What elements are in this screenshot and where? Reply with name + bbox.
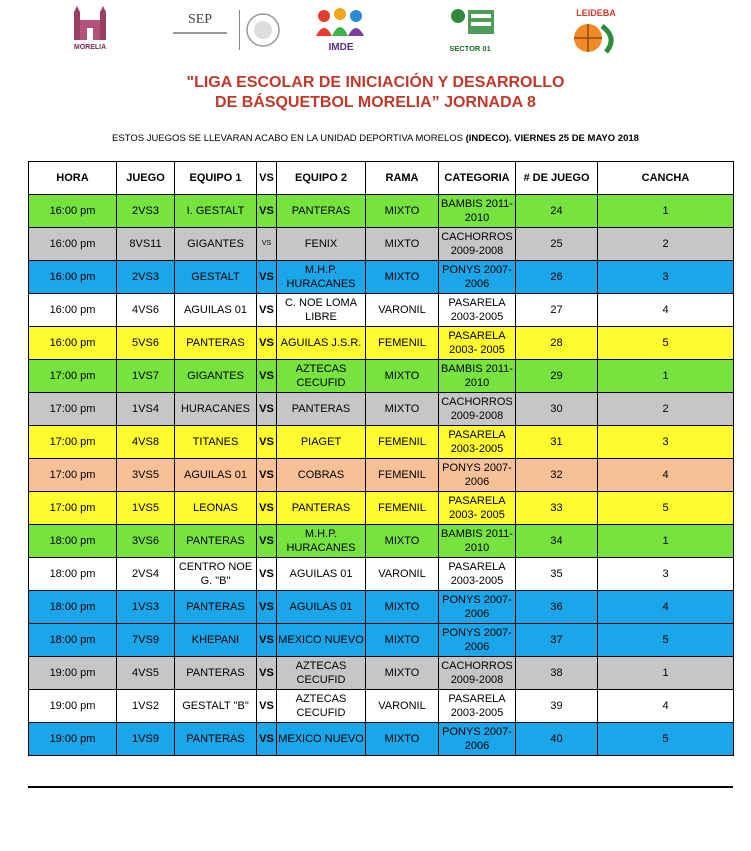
cell-equipo2: AGUILAS 01 <box>277 591 366 624</box>
cell-juego: 4VS6 <box>117 294 175 327</box>
imde-caption: IMDE <box>328 42 354 53</box>
basketball-icon <box>566 20 626 54</box>
table-row <box>29 657 734 690</box>
sector-caption: SECTOR 01 <box>449 44 491 53</box>
sep-text: SEP <box>187 12 213 27</box>
cell-hora: 18:00 pm <box>29 525 117 558</box>
cell-vs: VS <box>257 426 277 459</box>
cell-hora: 18:00 pm <box>29 591 117 624</box>
cell-cancha: 2 <box>598 393 734 426</box>
logo-bar <box>0 6 751 58</box>
cell-hora: 16:00 pm <box>29 195 117 228</box>
cell-juego: 1VS3 <box>117 591 175 624</box>
cell-hora: 16:00 pm <box>29 261 117 294</box>
cell-cancha: 2 <box>598 228 734 261</box>
leideba-caption: LEIDEBA <box>576 8 616 18</box>
cell-categoria: PASARELA 2003- 2005 <box>439 492 516 525</box>
cell-equipo1: KHEPANI <box>175 624 257 657</box>
cell-rama: FEMENIL <box>366 327 439 360</box>
table-row <box>29 261 734 294</box>
cell-hora: 16:00 pm <box>29 228 117 261</box>
table-row <box>29 690 734 723</box>
mexico-seal-icon <box>245 10 281 50</box>
cell-equipo2: MEXICO NUEVO <box>277 723 366 756</box>
cell-juego: 5VS6 <box>117 327 175 360</box>
cell-categoria: PASARELA 2003-2005 <box>439 294 516 327</box>
table-row <box>29 591 734 624</box>
cell-cancha: 4 <box>598 294 734 327</box>
table-row <box>29 558 734 591</box>
cell-num-juego: 31 <box>516 426 598 459</box>
cell-juego: 1VS7 <box>117 360 175 393</box>
cell-equipo1: I. GESTALT <box>175 195 257 228</box>
cell-hora: 17:00 pm <box>29 360 117 393</box>
cell-rama: MIXTO <box>366 657 439 690</box>
cell-juego: 8VS11 <box>117 228 175 261</box>
cell-equipo2: COBRAS <box>277 459 366 492</box>
table-row <box>29 492 734 525</box>
cell-rama: MIXTO <box>366 393 439 426</box>
table-body <box>29 195 734 756</box>
table-row <box>29 525 734 558</box>
cell-hora: 17:00 pm <box>29 426 117 459</box>
imde-figures-icon <box>310 6 372 44</box>
cell-equipo1: PANTERAS <box>175 591 257 624</box>
header-equipo1: EQUIPO 1 <box>175 162 257 195</box>
cell-hora: 19:00 pm <box>29 690 117 723</box>
cell-equipo1: AGUILAS 01 <box>175 294 257 327</box>
cell-juego: 3VS6 <box>117 525 175 558</box>
cell-rama: FEMENIL <box>366 459 439 492</box>
cell-vs: VS <box>257 393 277 426</box>
cell-equipo1: HURACANES <box>175 393 257 426</box>
cell-vs: VS <box>257 591 277 624</box>
header-cancha: CANCHA <box>598 162 734 195</box>
cell-cancha: 4 <box>598 591 734 624</box>
cell-cancha: 5 <box>598 624 734 657</box>
cell-cancha: 3 <box>598 426 734 459</box>
cell-equipo1: TITANES <box>175 426 257 459</box>
cell-categoria: PONYS 2007-2006 <box>439 591 516 624</box>
cell-categoria: PASARELA 2003- 2005 <box>439 327 516 360</box>
header-rama: RAMA <box>366 162 439 195</box>
cell-hora: 16:00 pm <box>29 294 117 327</box>
cell-rama: MIXTO <box>366 591 439 624</box>
cell-rama: VARONIL <box>366 558 439 591</box>
cell-vs: VS <box>257 459 277 492</box>
cell-equipo2: AZTECAS CECUFID <box>277 657 366 690</box>
cell-juego: 1VS2 <box>117 690 175 723</box>
cell-categoria: CACHORROS 2009-2008 <box>439 657 516 690</box>
cell-equipo1: PANTERAS <box>175 723 257 756</box>
cell-equipo1: PANTERAS <box>175 525 257 558</box>
cell-num-juego: 33 <box>516 492 598 525</box>
cell-equipo1: PANTERAS <box>175 657 257 690</box>
table-row <box>29 426 734 459</box>
cell-vs: VS <box>257 228 277 261</box>
cell-equipo1: AGUILAS 01 <box>175 459 257 492</box>
cell-rama: FEMENIL <box>366 492 439 525</box>
cell-cancha: 1 <box>598 360 734 393</box>
cell-equipo2: C. NOE LOMA LIBRE <box>277 294 366 327</box>
sep-divider <box>173 32 227 34</box>
schedule-table <box>28 161 734 756</box>
cell-categoria: BAMBIS 2011-2010 <box>439 360 516 393</box>
cell-hora: 19:00 pm <box>29 723 117 756</box>
cell-vs: VS <box>257 360 277 393</box>
cell-vs: VS <box>257 525 277 558</box>
subtitle-text: ESTOS JUEGOS SE LLEVARAN ACABO EN LA UNIDAD DEPORTIVA MORELOS <box>112 133 466 144</box>
cell-equipo1: PANTERAS <box>175 327 257 360</box>
cell-cancha: 5 <box>598 492 734 525</box>
cell-vs: VS <box>257 261 277 294</box>
cell-vs: VS <box>257 558 277 591</box>
header-vs: VS <box>257 162 277 195</box>
cell-num-juego: 38 <box>516 657 598 690</box>
cell-categoria: CACHORROS 2009-2008 <box>439 228 516 261</box>
cell-hora: 16:00 pm <box>29 327 117 360</box>
bottom-divider <box>28 786 733 788</box>
morelia-logo <box>60 6 120 58</box>
cell-vs: VS <box>257 723 277 756</box>
cell-equipo1: CENTRO NOE G. "B" <box>175 558 257 591</box>
cell-num-juego: 32 <box>516 459 598 492</box>
table-row <box>29 624 734 657</box>
header-equipo2: EQUIPO 2 <box>277 162 366 195</box>
venue-subtitle <box>0 133 751 144</box>
cell-rama: MIXTO <box>366 624 439 657</box>
cell-equipo1: GIGANTES <box>175 360 257 393</box>
cell-num-juego: 30 <box>516 393 598 426</box>
cell-cancha: 4 <box>598 459 734 492</box>
cell-num-juego: 27 <box>516 294 598 327</box>
title-line-2: DE BÁSQUETBOL MORELIA” JORNADA 8 <box>215 94 536 111</box>
cell-categoria: PASARELA 2003-2005 <box>439 426 516 459</box>
sector-logo <box>440 6 500 58</box>
cell-juego: 4VS5 <box>117 657 175 690</box>
table-row <box>29 294 734 327</box>
table-row <box>29 393 734 426</box>
table-row <box>29 459 734 492</box>
cell-categoria: PONYS 2007-2006 <box>439 624 516 657</box>
cell-equipo2: AZTECAS CECUFID <box>277 360 366 393</box>
cell-juego: 1VS9 <box>117 723 175 756</box>
cell-equipo2: PANTERAS <box>277 393 366 426</box>
header-juego: JUEGO <box>117 162 175 195</box>
cell-rama: MIXTO <box>366 360 439 393</box>
cell-categoria: PASARELA 2003-2005 <box>439 558 516 591</box>
cell-categoria: PONYS 2007-2006 <box>439 261 516 294</box>
cell-equipo2: MEXICO NUEVO <box>277 624 366 657</box>
cell-num-juego: 29 <box>516 360 598 393</box>
subtitle-date: (INDECO). VIERNES 25 DE MAYO 2018 <box>465 133 639 144</box>
cell-juego: 1VS5 <box>117 492 175 525</box>
cell-categoria: BAMBIS 2011-2010 <box>439 195 516 228</box>
cell-equipo2: PIAGET <box>277 426 366 459</box>
cell-equipo2: FENIX <box>277 228 366 261</box>
cell-vs: VS <box>257 492 277 525</box>
cell-hora: 17:00 pm <box>29 393 117 426</box>
cell-cancha: 1 <box>598 195 734 228</box>
cell-rama: MIXTO <box>366 525 439 558</box>
cell-equipo1: LEONAS <box>175 492 257 525</box>
page-title <box>0 73 751 113</box>
header-num-juego: # DE JUEGO <box>516 162 598 195</box>
cell-num-juego: 36 <box>516 591 598 624</box>
table-row <box>29 360 734 393</box>
cell-hora: 18:00 pm <box>29 624 117 657</box>
morelia-cathedral-icon <box>60 6 120 46</box>
cell-equipo2: AGUILAS J.S.R. <box>277 327 366 360</box>
table-row <box>29 195 734 228</box>
cell-num-juego: 28 <box>516 327 598 360</box>
cell-hora: 17:00 pm <box>29 492 117 525</box>
cell-vs: VS <box>257 690 277 723</box>
cell-vs: VS <box>257 327 277 360</box>
cell-equipo2: PANTERAS <box>277 492 366 525</box>
cell-num-juego: 39 <box>516 690 598 723</box>
sector-emblem-icon <box>440 6 500 42</box>
cell-num-juego: 37 <box>516 624 598 657</box>
cell-hora: 17:00 pm <box>29 459 117 492</box>
cell-categoria: PONYS 2007-2006 <box>439 459 516 492</box>
cell-cancha: 5 <box>598 723 734 756</box>
cell-hora: 19:00 pm <box>29 657 117 690</box>
cell-equipo1: GIGANTES <box>175 228 257 261</box>
title-line-1: "LIGA ESCOLAR DE INICIACIÓN Y DESARROLLO <box>186 74 565 91</box>
cell-equipo1: GESTALT <box>175 261 257 294</box>
cell-num-juego: 35 <box>516 558 598 591</box>
sep-separator <box>239 10 240 50</box>
cell-cancha: 4 <box>598 690 734 723</box>
cell-cancha: 3 <box>598 558 734 591</box>
cell-cancha: 1 <box>598 657 734 690</box>
cell-rama: MIXTO <box>366 195 439 228</box>
cell-equipo2: AGUILAS 01 <box>277 558 366 591</box>
cell-cancha: 3 <box>598 261 734 294</box>
table-row <box>29 228 734 261</box>
cell-rama: MIXTO <box>366 723 439 756</box>
cell-equipo2: PANTERAS <box>277 195 366 228</box>
cell-vs: VS <box>257 657 277 690</box>
cell-rama: MIXTO <box>366 261 439 294</box>
cell-rama: VARONIL <box>366 690 439 723</box>
header-hora: HORA <box>29 162 117 195</box>
leideba-logo <box>560 6 632 58</box>
cell-juego: 2VS3 <box>117 261 175 294</box>
cell-categoria: PONYS 2007-2006 <box>439 723 516 756</box>
sep-logo <box>165 6 285 58</box>
cell-equipo2: M.H.P. HURACANES <box>277 261 366 294</box>
cell-num-juego: 34 <box>516 525 598 558</box>
cell-num-juego: 40 <box>516 723 598 756</box>
cell-rama: VARONIL <box>366 294 439 327</box>
cell-num-juego: 26 <box>516 261 598 294</box>
cell-equipo1: GESTALT "B" <box>175 690 257 723</box>
cell-juego: 2VS4 <box>117 558 175 591</box>
cell-equipo2: AZTECAS CECUFID <box>277 690 366 723</box>
cell-categoria: PASARELA 2003-2005 <box>439 690 516 723</box>
cell-rama: FEMENIL <box>366 426 439 459</box>
cell-cancha: 5 <box>598 327 734 360</box>
cell-juego: 3VS5 <box>117 459 175 492</box>
morelia-caption: MORELIA <box>73 44 107 51</box>
cell-categoria: BAMBIS 2011-2010 <box>439 525 516 558</box>
imde-logo <box>310 6 372 58</box>
cell-juego: 1VS4 <box>117 393 175 426</box>
cell-num-juego: 24 <box>516 195 598 228</box>
cell-vs: VS <box>257 294 277 327</box>
cell-cancha: 1 <box>598 525 734 558</box>
table-row <box>29 723 734 756</box>
cell-equipo2: M.H.P. HURACANES <box>277 525 366 558</box>
cell-rama: MIXTO <box>366 228 439 261</box>
cell-categoria: CACHORROS 2009-2008 <box>439 393 516 426</box>
cell-juego: 7VS9 <box>117 624 175 657</box>
cell-hora: 18:00 pm <box>29 558 117 591</box>
header-categoria: CATEGORIA <box>439 162 516 195</box>
cell-juego: 2VS3 <box>117 195 175 228</box>
table-header-row <box>29 162 734 195</box>
cell-juego: 4VS8 <box>117 426 175 459</box>
table-row <box>29 327 734 360</box>
cell-vs: VS <box>257 195 277 228</box>
cell-num-juego: 25 <box>516 228 598 261</box>
cell-vs: VS <box>257 624 277 657</box>
